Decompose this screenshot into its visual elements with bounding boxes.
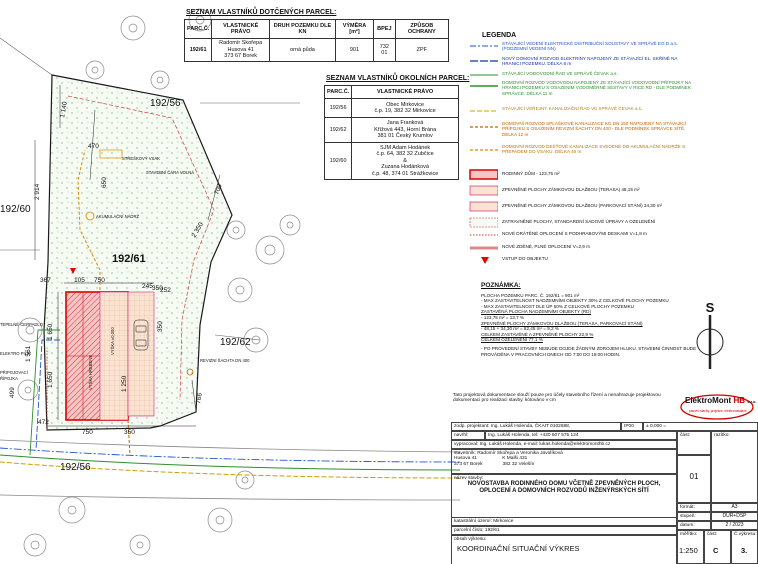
tb-nazev-lbl: název stavby:	[451, 474, 677, 517]
note-line: - PO PROVEDENÍ STAVBY NEBUDE DOJDE ŽÁDNÝM ZDROJEM HLUKU. STAVEBNÍ ČINNOST BUDE PROVÁDĚNA V PRACOVNÍCH DNECH OD 7:00 DO 18:00 HODIN.	[481, 345, 697, 357]
tb-stupen-lbl: stupeň:	[677, 512, 711, 521]
dim-367: 367	[40, 277, 51, 284]
parcel-label-n: 192/56	[150, 98, 181, 109]
note-line: - 48,15 + 34,30 m² = 82,45 m² = 9,2 %	[481, 326, 560, 332]
dim-2350: 2 350	[190, 221, 205, 239]
legend	[468, 32, 758, 272]
table-cell: Jana Franková Křížová 443, Horní Brána 381 01 Český Krumlov	[352, 118, 459, 143]
compass-icon	[695, 315, 725, 370]
tb-stupen: DUR+DSP	[711, 512, 758, 521]
tb-parcel: parcelní číslo: 192/61	[451, 526, 677, 535]
label-water: ŘÍPOJKA	[0, 376, 18, 381]
table-header-row	[325, 86, 459, 99]
table-cell: 901	[335, 39, 373, 62]
dim-750-top: 750	[94, 277, 105, 284]
table-header: VLASTNICKÉ PRÁVO	[352, 86, 459, 99]
parcel-label-s: 192/56	[60, 462, 91, 473]
tb-nav: Ing. Lukáš Holenda, tel: +420 607 575 124	[485, 431, 677, 440]
table-header: PARC.Č.	[325, 86, 352, 99]
label-junction: PŘIPOJOVACÍ	[0, 370, 28, 375]
dim-750-bottom: 750	[82, 429, 93, 436]
tb-stavebnik: stavebník: Radomír Skořepa a Veronika Javolíková Husova 41 K Malši 431 373 67 Borek 382 32 Velešín	[451, 449, 677, 474]
tb-obsah-lbl: obsah výkresu:	[451, 535, 677, 564]
entrance-icon	[468, 256, 498, 272]
north-label: S	[705, 300, 715, 315]
table2-title: SEZNAM VLASTNÍKŮ OKOLNÍCH PARCEL:	[326, 75, 470, 82]
note-line: - 123,75 m² = 13,7 %	[481, 314, 525, 320]
parcel-label-w: 192/60	[0, 204, 31, 215]
tb-pare: část:	[677, 431, 711, 455]
table-cell: 732 01	[374, 39, 395, 62]
table-row	[325, 99, 459, 118]
table-header: VLASTNICKÉ PRÁVO	[212, 20, 270, 39]
tb-zodp: zodp. projektant: Ing. Lukáš Holenda, ČKAIT 0102688,	[451, 422, 621, 431]
title-block	[451, 392, 758, 564]
rain-drain-icon	[468, 144, 498, 160]
legend-item: STÁVAJÍCÍ VEŘEJNÝ KANALIZAČNÍ ŘAD VE SPRÁVĚ ČEVAK a.s.	[468, 106, 748, 126]
logo-hb: HB	[733, 396, 746, 405]
tb-vyp: vypracoval: Ing. Lukáš Holenda, e-mail: lukas.holenda@elektromonthb.cz	[451, 440, 677, 449]
legend-item: ZPEVNĚNÉ PLOCHY ZÁMKOVOU DLAŽBOU (TERASA) 48,15 m²	[468, 185, 748, 205]
tb-cvyk-lbl: Č.výkresu:	[731, 530, 758, 564]
table-row	[185, 39, 449, 62]
dim-766: 766	[195, 392, 204, 405]
dim-1140: 1 140	[59, 101, 69, 119]
table-header: ZPŮSOB OCHRANY	[395, 20, 448, 39]
table-header: DRUH POZEMKU DLE KN	[270, 20, 336, 39]
table-cell: orná půda	[270, 39, 336, 62]
dim-1250: 1 250	[121, 375, 128, 392]
tb-datum-lbl: datum:	[677, 521, 711, 530]
tb-ip: IP00	[621, 422, 643, 431]
note-line: CELKEM OZELENĚNÍ 77,1 %	[481, 337, 543, 343]
north-arrow	[695, 300, 725, 370]
tb-pare-val: 01	[677, 455, 711, 503]
note-line: CELKEM ZASTAVĚNÉ A ZPEVNĚNÉ PLOCHY 22,9 %	[481, 331, 594, 337]
legend-item: VSTUP DO OBJEKTU	[468, 256, 748, 276]
dim-245: 245	[142, 283, 153, 290]
parcel-label-main: 192/61	[112, 253, 146, 265]
legend-item: RODINNÝ DŮM - 123,75 m²	[468, 169, 748, 189]
label-building-line: STAVEBNÍ ČÁRA VOLNÁ	[146, 170, 195, 175]
table-cell: 192/56	[325, 99, 352, 118]
table-header: PARC.Č.	[185, 20, 212, 39]
notes	[481, 283, 701, 357]
dim-252: 252	[160, 287, 171, 294]
house-icon	[468, 169, 498, 185]
note-line: - MAX ZASTAVITELNOST NADZEMNÍMI OBJEKTY 30% Z CELKOVÉ PLOCHY POZEMKU	[481, 298, 669, 304]
water-connection-icon	[468, 80, 498, 96]
tb-format-lbl: formát:	[677, 503, 711, 512]
dim-499: 499	[9, 387, 16, 398]
tb-nazev: NOVOSTAVBA RODINNÉHO DOMU VČETNĚ ZPEVNĚNÝCH PLOCH, OPLOCENÍ A DOMOVNÍCH ROZVODŮ INŽENÝRSKÝCH SÍTÍ	[467, 481, 661, 495]
dim-1561: 1 561	[25, 345, 32, 362]
tb-level: ± 0,000 =	[643, 422, 758, 431]
table-row	[325, 143, 459, 180]
label-pillar: ELEKTRO PILÍŘ	[0, 351, 32, 356]
tb-cast-lbl: část:	[704, 530, 731, 564]
legend-item: DOMOVNÍ ROZVOD DEŠŤOVÉ KANALIZACE SVEDENÉ DO AKUMULAČNÍ NÁDRŽE S PŘEPADEM DO VSAKU. DÉLKA 46 m	[468, 144, 748, 164]
power-line-icon	[468, 41, 498, 57]
legend-item: STÁVAJÍCÍ VEDENÍ ELEKTRICKÉ DISTRIBUČNÍ SOUSTAVY VE SPRÁVĚ EG.D a.s. (PODZEMNÍ VEDENÍ NN)	[468, 41, 748, 61]
table1-title: SEZNAM VLASTNÍKŮ DOTČENÝCH PARCEL:	[186, 9, 337, 16]
label-shaft: REVIZNÍ ŠACHTA DN 400	[200, 358, 250, 363]
table-header-row	[185, 20, 449, 39]
parcel-label-e: 192/62	[220, 337, 251, 348]
dim-1650-a: 1 650	[47, 323, 54, 340]
dim-105: 105	[74, 277, 85, 284]
new-power-line-icon	[468, 56, 498, 72]
legend-item: STÁVAJÍCÍ VODOVODNÍ ŘAD VE SPRÁVĚ ČEVAK a.s.	[468, 71, 748, 91]
neighbours-table	[324, 85, 459, 180]
road-edge	[0, 440, 460, 452]
table-row	[325, 118, 459, 143]
dim-700: 700	[213, 183, 224, 196]
logo-sub: pasivní stavby, projekce, elektroinstalace	[689, 409, 747, 413]
dim-350: 350	[124, 429, 135, 436]
dim-2914: 2 914	[34, 183, 41, 200]
legend-item: NOVÉ ZDĚNÉ, PLNÉ OPLOCENÍ V=2,9 m	[468, 244, 748, 264]
dim-350-b: 350	[152, 285, 163, 292]
tb-format: A3	[711, 503, 758, 512]
tb-katastr: katastrální území: Mirkovice	[451, 517, 677, 526]
table-header: BPEJ	[374, 20, 395, 39]
table-cell: 192/61	[185, 39, 212, 62]
tb-razitko: razítko:	[711, 431, 758, 503]
label-house-a: VYŠKA HŘEBENE	[88, 354, 93, 390]
tb-datum: 2 / 2023	[711, 521, 758, 530]
label-house-b: VYŠKA ±0,000	[110, 327, 115, 355]
table-cell: Obec Mirkovice č.p. 19, 382 32 Mirkovice	[352, 99, 459, 118]
owners-table	[184, 19, 449, 62]
tb-cast: C	[713, 546, 719, 555]
table-header: VÝMĚRA [m²]	[335, 20, 373, 39]
terrace-icon	[468, 185, 498, 201]
tb-obsah: KOORDINAČNÍ SITUAČNÍ VÝKRES	[457, 544, 580, 553]
tb-nav-lbl: navrhl:	[451, 431, 485, 440]
table-cell: 192/62	[325, 118, 352, 143]
legend-item: NOVÝ DOMOVNÍ ROZVOD ELEKTRINY NAPOJENÝ ZE STÁVAJÍCÍ EL. SKŘÍNĚ NA HRANICI POZEMKU. DÉLKA 8 m	[468, 56, 748, 76]
parking-icon	[468, 201, 498, 217]
table-cell: 192/60	[325, 143, 352, 180]
note-line: ZPEVNĚNÉ PLOCHY ZÁMKOVOU DLAŽBOU (TERASA, PARKOVACÍ STÁNÍ)	[481, 320, 643, 326]
legend-title: LEGENDA	[482, 32, 517, 39]
label-tank: AKUMULAČNÍ NÁDRŽ	[96, 214, 140, 219]
tb-meritko: 1:250	[679, 546, 698, 555]
terrace-area	[100, 292, 128, 420]
note-line: - MAX ZASTAVITELNOST DLE ÚP 50% Z CELKOVÉ PLOCHY POZEMKU	[481, 303, 634, 309]
label-seepage: STŘEŠKOVÝ VSAK	[122, 156, 160, 161]
legend-item: NOVÉ DRÁTĚNÉ OPLOCENÍ S PODHRABOVÝMI DESKAMI V=1,8 m	[468, 231, 748, 251]
logo-sro: s.r.o.	[747, 399, 757, 404]
dim-470: 470	[88, 143, 99, 150]
table-cell: Radomír Skořepa Husova 41 373 67 Borek	[212, 39, 270, 62]
tb-cvyk: 3.	[741, 546, 748, 555]
table-cell: SJM Adam Hodánek č.p. 64, 382 32 Zubčice & Zuzana Hodánková č.p. 48, 374 01 Strážkovice	[352, 143, 459, 180]
logo-main: ElektroMont	[685, 396, 732, 405]
tb-intro: Tato projektová dokumentace slouží pouze pro účely stavebního řízení a nenahrazuje projektovou dokumentaci pro realizaci stavby. kótováno v cm	[453, 393, 661, 404]
notes-title: POZNÁMKA:	[481, 282, 521, 289]
legend-item: ZPEVNĚNÉ PLOCHY ZÁMKOVOU DLAŽBOU (PARKOVACÍ STÁNÍ) 34,30 m²	[468, 201, 748, 221]
legend-item: DOMOVNÍ ROZVOD VODOVODU NAPOJENÝ ZE STÁVAJÍCÍ VODOVODNÍ PŘÍPOJKY NA HRANICI POZEMKU S OSAZENÍM VODOMĚRNÉ SESTAVY V RICE RD - DLE PODMÍNEK SPRÁVCE. DÉLKA 11 m	[468, 80, 748, 100]
dim-350-c: 350	[157, 321, 164, 332]
parking-area	[128, 292, 154, 416]
legend-item: ZATRAVNĚNÉ PLOCHY, STANDARDNÍ SADOVÉ ÚPRAVY A OZELENĚNÍ	[468, 217, 748, 237]
sewer-line-icon	[468, 106, 498, 122]
label-heat: TEPELNÉ ČERPADLO	[0, 322, 43, 327]
dim-650: 650	[101, 177, 108, 188]
logo	[677, 392, 758, 422]
dim-472: 472	[38, 419, 49, 426]
legend-item: DOMOVNÍ ROZVOD SPLAŠKOVÉ KANALIZACE KG DN 150 NAPOJENÝ NA STÁVAJÍCÍ PŘÍPOJKU S OSAZENÍM REVIZNÍ ŠACHTY DN 400 - DLE PODMÍNEK SPRÁVCE SÍTĚ. DÉLKA 12 m	[468, 121, 748, 141]
sewer-connection-icon	[468, 121, 498, 137]
note-line: ZASTAVĚNÁ PLOCHA NADZEMNÍMI OBJEKTY (RD)	[481, 309, 592, 315]
table-cell: ZPF	[395, 39, 448, 62]
note-line: PLOCHA POZEMKU PARC. Č. 192/61 = 901 m²	[481, 292, 580, 298]
tb-meritko-lbl: měřítko:	[677, 530, 704, 564]
dim-1650-b: 1 650	[47, 371, 54, 388]
